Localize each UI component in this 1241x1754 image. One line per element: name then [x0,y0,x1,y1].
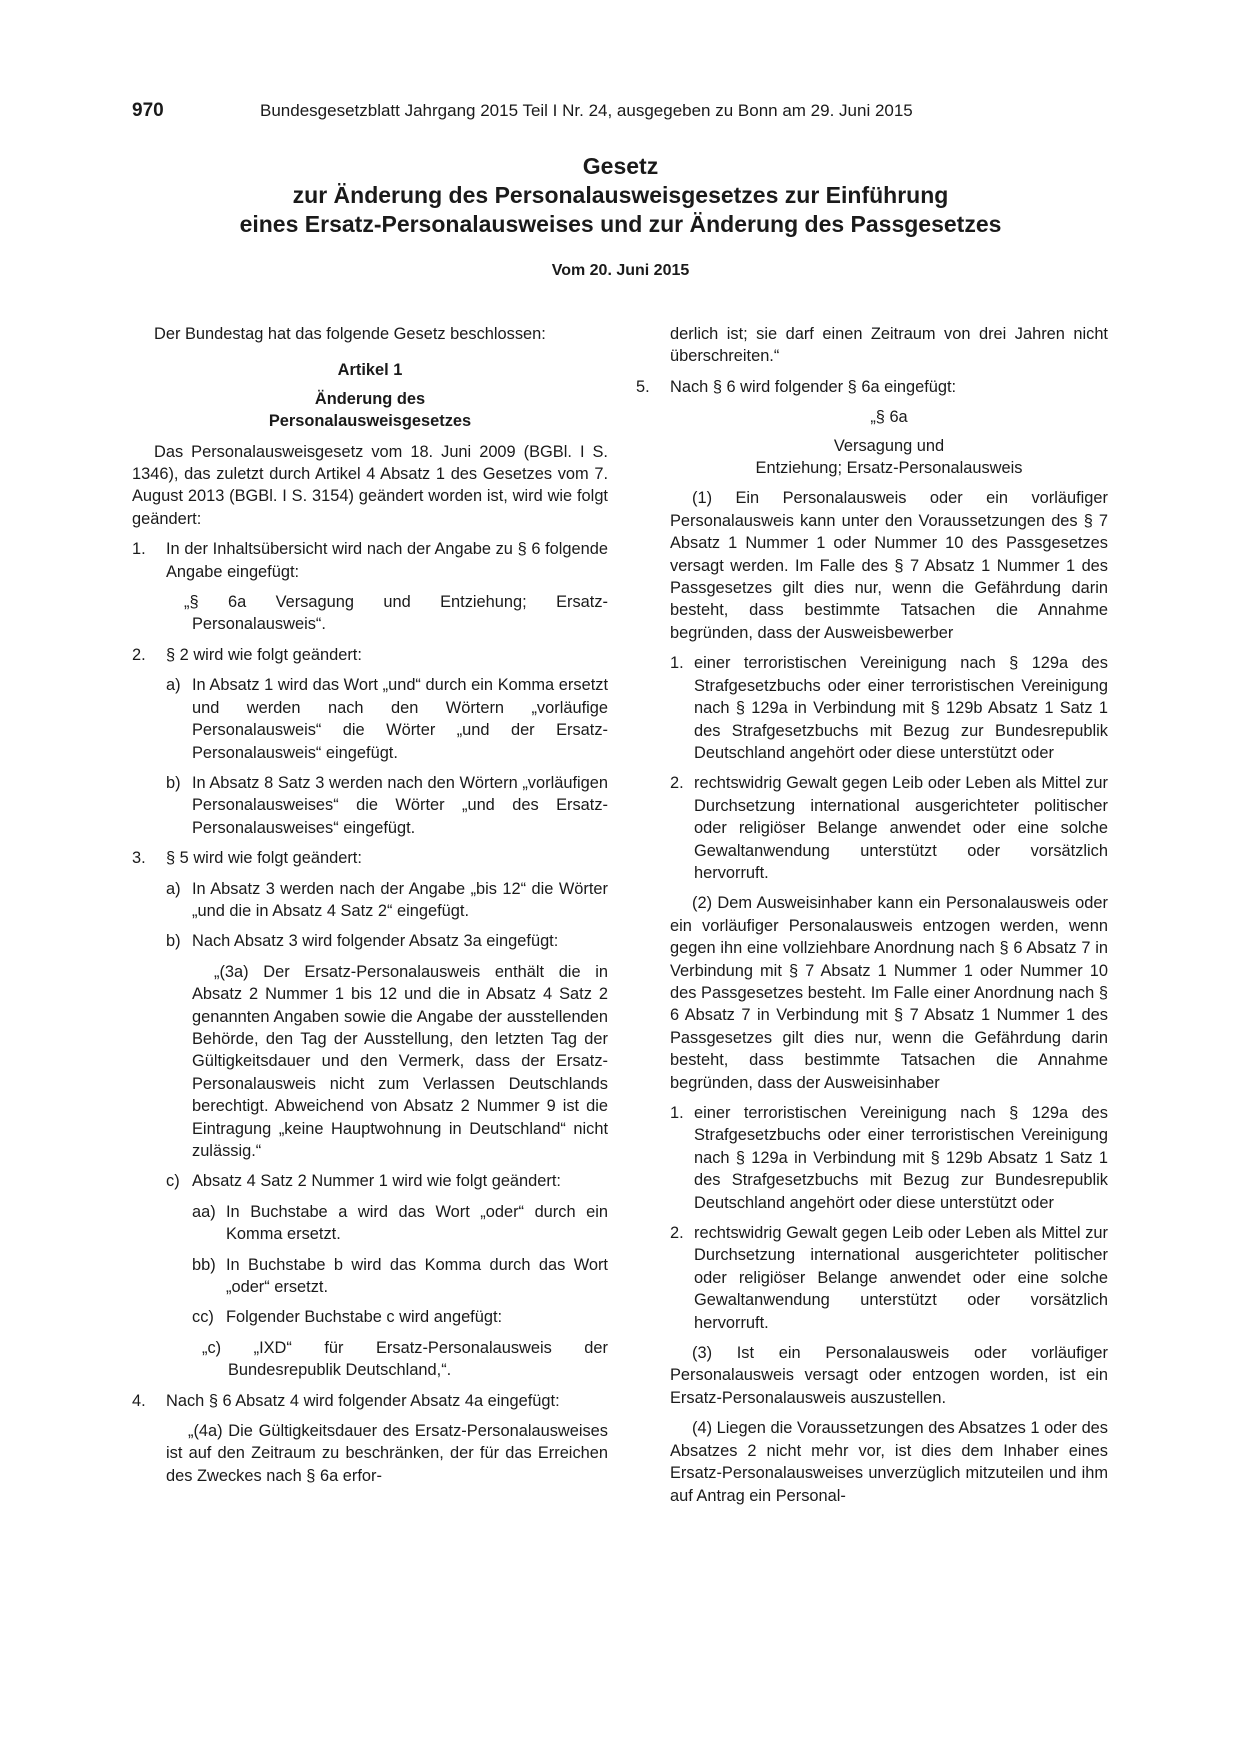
paragraph-1: (1) Ein Personalausweis oder ein vorläufiger Personalausweis kann unter den Voraussetzungen des § 7 Absatz 1 Nummer 1 oder Nummer 10 des Passgesetzes versagt werden. Im Falle des § 7 Absatz 1 Nummer 1 des Passgesetzes gilt dies nur, wenn die Gefährdung darin besteht, dass bestimmte Tatsachen die Annahme begründen, dass der Ausweisbewerber [670,489,1108,642]
quoted-paragraph: „(4a) Die Gültigkeitsdauer des Ersatz-Personalausweises ist auf den Zeitraum zu beschränken, der für das Erreichen des Zweckes nach § 6a erfor- [166,1422,608,1485]
item-text: Nach § 6 wird folgender § 6a eingefügt: [670,377,957,396]
section-title [636,435,1108,480]
item-letter: b) [166,932,181,951]
list-item [636,772,1108,884]
item-number: 1. [132,540,146,559]
running-head-text: Bundesgesetzblatt Jahrgang 2015 Teil I Nr. 24, ausgegeben zu Bonn am 29. Juni 2015 [260,101,913,120]
item-letter: c) [166,1172,180,1191]
article-title [132,388,608,433]
item-letter: bb) [192,1255,216,1274]
item-number: 4. [132,1391,146,1410]
item-letter: a) [166,879,181,898]
item-letter: a) [166,676,181,695]
item-text: Absatz 4 Satz 2 Nummer 1 wird wie folgt geändert: [192,1172,561,1191]
item-number: 5. [636,377,650,396]
article-title-line-2: Personalausweisgesetzes [268,412,472,431]
paragraph-3: (3) Ist ein Personalausweis oder vorläufiger Personalausweis versagt oder entzogen worden, ist ein Ersatz-Personalausweis auszustellen. [670,1344,1108,1407]
item-text: In Buchstabe b wird das Komma durch das Wort „oder“ ersetzt. [226,1255,608,1297]
item-number: 2. [670,774,684,793]
page-number: 970 [132,100,164,121]
item-number: 3. [132,849,146,868]
item-letter: cc) [192,1308,214,1327]
left-column [132,323,608,1495]
list-subitem [132,1170,608,1192]
item-text: Folgender Buchstabe c wird angefügt: [226,1308,503,1327]
item-text: In Absatz 3 werden nach der Angabe „bis 12“ die Wörter „und die in Absatz 4 Satz 2“ eingefügt. [192,879,608,920]
list-subsubitem [132,1306,608,1328]
item-text: In Buchstabe a wird das Wort „oder“ durch ein Komma ersetzt. [226,1202,608,1244]
article-title-line-1: Änderung des [314,389,426,408]
item-text: In Absatz 1 wird das Wort „und“ durch ein Komma ersetzt und werden nach den Wörtern „vorläufige Personalausweis“ die Wörter „und der Ersatz-Personalausweis“ eingefügt. [192,676,608,762]
item-text: In Absatz 8 Satz 3 werden nach den Wörtern „vorläufigen Personalausweises“ die Wörter „und des Ersatz-Personalausweises“ eingefügt. [192,773,608,837]
list-item [636,376,1108,398]
list-item [132,847,608,869]
item-text: einer terroristischen Vereinigung nach § 129a des Strafgesetzbuchs oder einer terroristischen Vereinigung nach § 129a in Verbindung mit § 129b Absatz 1 Satz 1 des Strafgesetzbuchs mit Bezug zur Bundesrepublik Deutschland angehört oder diese unterstützt oder [694,654,1108,762]
item-number: 1. [670,1104,684,1122]
item-number: 2. [670,1224,684,1243]
paragraph-2: (2) Dem Ausweisinhaber kann ein Personalausweis oder ein vorläufiger Personalausweis entzogen werden, wenn gegen ihn eine vollziehbare Anordnung nach § 6 Absatz 7 in Verbindung mit § 7 Absatz 1 Nummer 1 oder Nummer 10 des Passgesetzes besteht. Im Falle einer Anordnung nach § 6 Absatz 7 in Verbindung mit § 7 Absatz 1 Nummer 1 des Passgesetzes gilt dies nur, wenn die Gefährdung darin besteht, dass bestimmte Tatsachen die Annahme begründen, dass der Ausweisinhaber [670,894,1108,1092]
list-item [132,538,608,583]
continued-text: derlich ist; sie darf einen Zeitraum von drei Jahren nicht überschreiten.“ [670,325,1108,366]
law-title [0,152,1241,239]
item-text: Nach § 6 Absatz 4 wird folgender Absatz 4a eingefügt: [166,1391,560,1410]
list-item [636,1102,1108,1214]
list-subsubitem [132,1254,608,1299]
item-text: Nach Absatz 3 wird folgender Absatz 3a eingefügt: [192,932,559,951]
item-number: 1. [670,654,684,673]
item-text: rechtswidrig Gewalt gegen Leib oder Leben als Mittel zur Durchsetzung international ausgerichteter politischer oder religiöser Belange anwendet oder eine solche Gewaltanwendung unterstützt oder vorsätzlich hervorruft. [694,1224,1108,1332]
title-line-3: eines Ersatz-Personalausweises und zur Änderung des Passgesetzes [239,211,1002,237]
item-number: 2. [132,645,146,664]
preamble: Der Bundestag hat das folgende Gesetz beschlossen: [154,325,546,343]
article-intro: Das Personalausweisgesetz vom 18. Juni 2009 (BGBl. I S. 1346), das zuletzt durch Artikel 4 Absatz 1 des Gesetzes vom 7. August 2013 (BGBl. I S. 3154) geändert worden ist, wird wie folgt geändert: [132,442,608,528]
list-item [636,1222,1108,1334]
law-date: Vom 20. Juni 2015 [551,262,690,279]
item-letter: aa) [192,1202,216,1221]
list-subsubitem [132,1201,608,1246]
item-text: § 2 wird wie folgt geändert: [166,645,362,664]
list-subitem [132,930,608,952]
item-text: In der Inhaltsübersicht wird nach der Angabe zu § 6 folgende Angabe eingefügt: [166,540,608,581]
quoted-paragraph: „(3a) Der Ersatz-Personalausweis enthält die in Absatz 2 Nummer 1 bis 12 und die in Absatz 4 Satz 2 genannten Angaben sowie die Angabe der ausstellenden Behörde, den Tag der Ausstellung, den letzten Tag der Gültigkeitsdauer und den Vermerk, dass der Ersatz-Personalausweis nicht zum Verlassen Deutschlands berechtigt. Abweichend von Absatz 2 Nummer 9 ist die Eintragung „keine Hauptwohnung in Deutschland“ nicht zulässig.“ [192,962,608,1160]
section-title-line-2: Entziehung; Ersatz-Personalausweis [755,459,1023,478]
title-line-1: Gesetz [582,153,659,179]
item-text: einer terroristischen Vereinigung nach § 129a des Strafgesetzbuchs oder einer terroristischen Vereinigung nach § 129a in Verbindung mit § 129b Absatz 1 Satz 1 des Strafgesetzbuchs mit Bezug zur Bundesrepublik Deutschland angehört oder diese unterstützt oder [694,1104,1108,1212]
list-subitem [132,674,608,764]
item-letter: b) [166,773,181,792]
item-text: rechtswidrig Gewalt gegen Leib oder Leben als Mittel zur Durchsetzung international ausgerichteter politischer oder religiöser Belange anwendet oder eine solche Gewaltanwendung unterstützt oder vorsätzlich hervorruft. [694,774,1108,882]
quoted-text: „§ 6a Versagung und Entziehung; Ersatz-Personalausweis“. [184,593,608,634]
item-text: § 5 wird wie folgt geändert: [166,849,362,868]
list-item [132,644,608,666]
section-title-line-1: Versagung und [833,436,945,455]
list-item [132,1390,608,1412]
title-line-2: zur Änderung des Personalausweisgesetzes zur Einführung [292,182,949,208]
paragraph-4: (4) Liegen die Voraussetzungen des Absatzes 1 oder des Absatzes 2 nicht mehr vor, ist dies dem Inhaber eines Ersatz-Personalausweises unverzüglich mitzuteilen und ihm auf Antrag ein Personal- [670,1419,1108,1505]
list-subitem [132,878,608,923]
list-subitem [132,772,608,839]
article-heading: Artikel 1 [337,361,403,380]
section-number: „§ 6a [870,408,908,427]
running-header [132,100,982,128]
quoted-text: „c) „IXD“ für Ersatz-Personalausweis der Bundesrepublik Deutschland,“. [202,1338,608,1380]
list-item [636,652,1108,764]
right-column [636,323,1108,1515]
